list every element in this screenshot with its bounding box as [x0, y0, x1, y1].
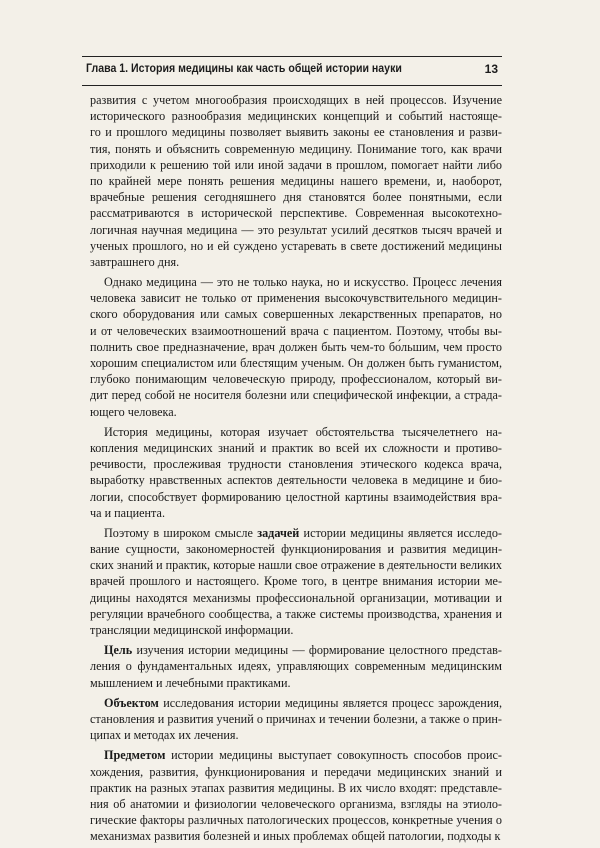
text-line: и от человеческих взаимоотношений врача с пациентом. Поэтому, чтобы вы- — [90, 323, 502, 338]
text-line: практик на разных этапах развития медицины. В их число входят: представле- — [90, 780, 502, 795]
text-line: хорошим специалистом или блестящим ученым. Он должен быть гуманистом, — [90, 356, 502, 370]
text-line: приходили к решению той или иной задачи в прошлом, помогает найти либо — [90, 157, 502, 172]
text-line: логичная научная медицина — это результат усилий десятков тысяч врачей и — [90, 222, 502, 237]
paragraph — [90, 695, 502, 744]
text-line: врачей прошлого и настоящего. Кроме того, в центре внимания истории ме- — [90, 574, 502, 589]
text-line: копления медицинских знаний и практик во всей их сложности и противо- — [90, 440, 502, 455]
text-line: мышлением и лечебными практиками. — [90, 675, 291, 690]
text-line: хождения, развития, функционирования и передачи медицинских знаний и — [90, 764, 502, 779]
chapter-title: Глава 1. История медицины как часть общей истории науки — [86, 63, 402, 75]
text-line: История медицины, которая изучает обстоятельства тысячелетнего на- — [104, 424, 502, 439]
text-line: развития с учетом многообразия происходящих в ней процессов. Изучение — [90, 93, 502, 107]
text-line: ученых прошлого, но и ей суждено устаревать в свете достижений медицины — [90, 238, 502, 253]
text-line: ча и пациента. — [90, 505, 165, 520]
text-line: исторического разнообразия медицинских концепций и событий настояще- — [90, 109, 502, 124]
text-line: по крайней мере понять решения медицины нашего времени, и, наоборот, — [90, 173, 502, 188]
text-line: ния об анатомии и физиологии человеческого организма, взгляды на этиоло- — [90, 796, 502, 811]
text-line: Поэтому в широком смысле задачей истории медицины является исследо- — [104, 525, 502, 540]
text-line: завтрашнего дня. — [90, 254, 180, 269]
page-number: 13 — [484, 62, 498, 76]
paragraph — [90, 642, 502, 691]
text-line: ских знаний и практик, которые нашли свое отражение в деятельности великих — [90, 558, 502, 573]
text-line: глубоко понимающим человеческую природу, профессионалом, который ви- — [90, 372, 502, 387]
text-line: полнить свое предназначение, врач должен быть чем-то бо́льшим, чем просто — [90, 339, 502, 354]
text-line: рассматриваются в исторической перспективе. Современная высокотехно- — [90, 206, 502, 221]
text-line: гические факторы различных патологических процессов, конкретные учения о — [90, 813, 502, 828]
keyword: Цель — [104, 643, 133, 658]
running-header — [82, 56, 502, 86]
text-line: трансляции медицинской информации. — [90, 623, 294, 637]
text-line: ского оборудования или самых совершенных лекарственных препаратов, но — [90, 307, 502, 322]
text-line: Предметом истории медицины выступает совокупность способов проис- — [104, 748, 502, 763]
text-line: механизмах развития болезней и иных проблемах общей патологии, подходы к — [90, 829, 501, 844]
keyword: Предметом — [104, 748, 166, 763]
text-line: человека зависит не только от применения высокочувствительного медицин- — [90, 291, 502, 306]
text-line: ципах и методах их лечения. — [90, 728, 239, 743]
text-line: дицины находятся механизмы профессиональной организации, мотивации и — [90, 590, 502, 605]
text-line: становления и развития учений о причинах и течении болезни, а также о прин- — [90, 711, 502, 726]
text-line: выработку нравственных аспектов деятельности человека в медицине и био- — [90, 473, 502, 488]
text-line: го и прошлого медицины позволяет выявить законы ее становления и разви- — [90, 125, 502, 140]
text-line: Объектом исследования истории медицины является процесс зарождения, — [104, 695, 502, 710]
text-line: дит перед собой не носителя болезни или специфической инфекции, а страда- — [90, 388, 502, 403]
paragraph — [90, 424, 502, 521]
text-line: ющего человека. — [90, 404, 177, 419]
paragraph — [90, 747, 502, 844]
keyword: задачей — [257, 525, 300, 540]
text-line: тия, понять и объяснить современную медицину. Понимание того, как врачи — [90, 141, 502, 156]
text-line: логии, способствует формированию целостной картины взаимодействия вра- — [90, 489, 502, 504]
text-line: Цель изучения истории медицины — формирование целостного представ- — [104, 643, 502, 658]
paragraph — [90, 525, 502, 638]
text-line: регуляции врачебного сообщества, а также системы производства, хранения и — [90, 606, 502, 621]
text-line: Однако медицина — это не только наука, но и искусство. Процесс лечения — [104, 275, 502, 290]
keyword: Объектом — [104, 695, 159, 710]
paragraph — [90, 92, 502, 270]
paragraph — [90, 274, 502, 420]
text-line: вание сущности, закономерностей функционирования и развития медицин- — [90, 542, 502, 557]
body-text — [90, 92, 502, 848]
text-line: речивости, прослеживая трудности становления этического кодекса врача, — [90, 457, 502, 472]
text-line: ления о фундаментальных идеях, управляющих современным медицинским — [90, 659, 502, 674]
text-line: врачебные решения сегодняшнего дня становятся более понятными, если — [90, 190, 502, 205]
